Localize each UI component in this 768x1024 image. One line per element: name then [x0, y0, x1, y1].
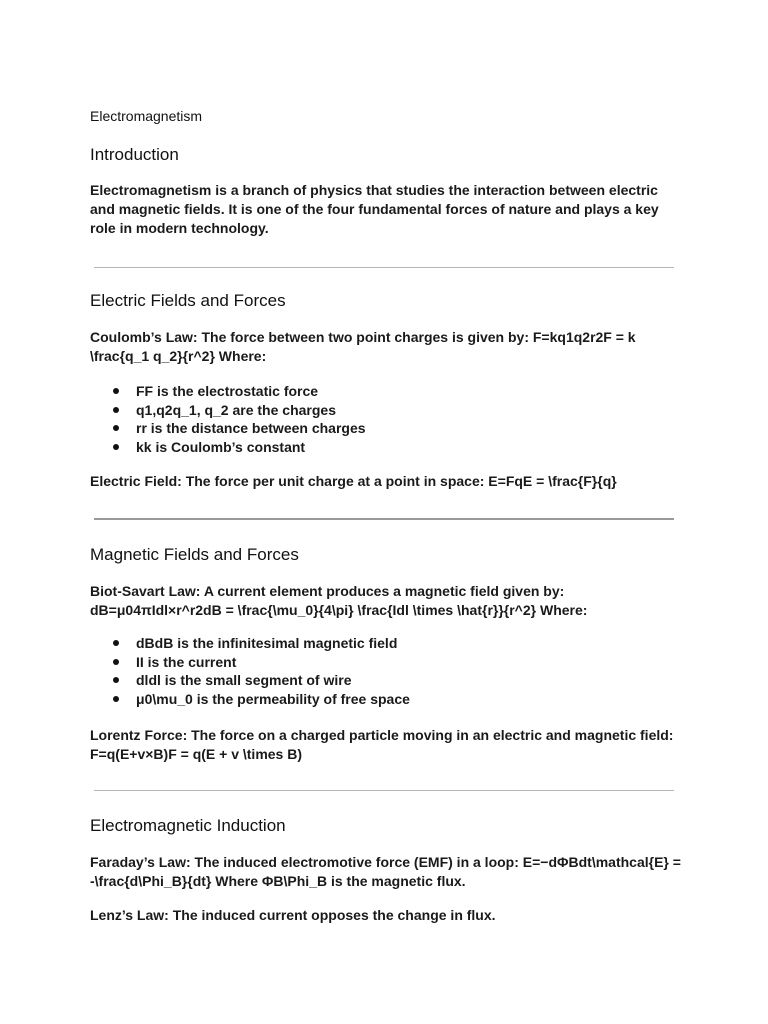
list-item — [90, 382, 366, 401]
list-item-text: μ0\mu_0 is the permeability of free space — [136, 690, 410, 707]
bullet-icon — [113, 407, 119, 413]
bullet-icon — [113, 425, 119, 431]
document-title: Electromagnetism — [90, 108, 203, 124]
text-line: -\frac{d\Phi_B}{dt} Where ΦB\Phi_B is the magnetic flux. — [90, 873, 466, 889]
section-divider — [94, 790, 674, 791]
list-item — [90, 690, 410, 709]
text-line: Biot-Savart Law: A current element produces a magnetic field given by: — [90, 583, 565, 599]
section-divider — [94, 267, 674, 268]
electric-field-paragraph — [90, 472, 678, 491]
list-item-text: q1,q2q_1, q_2 are the charges — [136, 401, 336, 418]
text-line: Lorentz Force: The force on a charged particle moving in an electric and magnetic field: — [90, 727, 674, 743]
list-item-text: II is the current — [136, 653, 237, 670]
text-line: Electromagnetism is a branch of physics that studies the interaction between electric — [90, 182, 658, 198]
text-line: \frac{q_1 q_2}{r^2} Where: — [90, 348, 267, 364]
section-divider — [94, 518, 674, 520]
bullet-icon — [113, 388, 119, 394]
bullet-icon — [113, 659, 119, 665]
list-item-text: rr is the distance between charges — [136, 420, 366, 436]
list-item-text: kk is Coulomb’s constant — [136, 438, 306, 455]
lenz-law-paragraph — [90, 906, 678, 925]
bullet-icon — [113, 677, 119, 683]
heading-electric-fields: Electric Fields and Forces — [90, 291, 286, 310]
list-item — [90, 653, 410, 672]
text-line: and magnetic fields. It is one of the four fundamental forces of nature and plays a key — [90, 201, 659, 217]
text-line: dB=μ04πIdl×r^r2dB = \frac{\mu_0}{4\pi} \frac{Idl \times \hat{r}}{r^2} Where: — [90, 602, 588, 618]
list-item — [90, 438, 366, 457]
heading-magnetic-fields: Magnetic Fields and Forces — [90, 545, 299, 564]
text-line: Faraday’s Law: The induced electromotive force (EMF) in a loop: E=−dΦBdt\mathcal{E} = — [90, 854, 681, 870]
text-line: F=q(E+v×B)F = q(E + v \times B) — [90, 746, 303, 762]
heading-introduction: Introduction — [90, 145, 179, 164]
text-line: Coulomb’s Law: The force between two point charges is given by: F=kq1q2r2F = k — [90, 329, 636, 345]
text-line: role in modern technology. — [90, 220, 269, 236]
bullet-icon — [113, 640, 119, 646]
biot-savart-paragraph — [90, 582, 678, 620]
list-item-text: dldl is the small segment of wire — [136, 672, 352, 688]
bullet-icon — [113, 444, 119, 450]
text-line: Electric Field: The force per unit charge at a point in space: E=FqE = \frac{F}{q} — [90, 473, 617, 489]
list-item — [90, 634, 410, 653]
list-item — [90, 671, 410, 690]
electric-bullet-list — [90, 382, 366, 456]
coulomb-law-paragraph — [90, 328, 678, 366]
heading-electromagnetic-induction: Electromagnetic Induction — [90, 816, 286, 835]
magnetic-bullet-list — [90, 634, 410, 708]
list-item — [90, 401, 366, 420]
lorentz-force-paragraph — [90, 726, 678, 764]
faraday-law-paragraph — [90, 853, 681, 891]
list-item-text: FF is the electrostatic force — [136, 383, 319, 399]
list-item — [90, 419, 366, 438]
introduction-paragraph — [90, 181, 678, 238]
text-line: Lenz’s Law: The induced current opposes the change in flux. — [90, 907, 496, 923]
bullet-icon — [113, 696, 119, 702]
list-item-text: dBdB is the infinitesimal magnetic field — [136, 635, 398, 651]
